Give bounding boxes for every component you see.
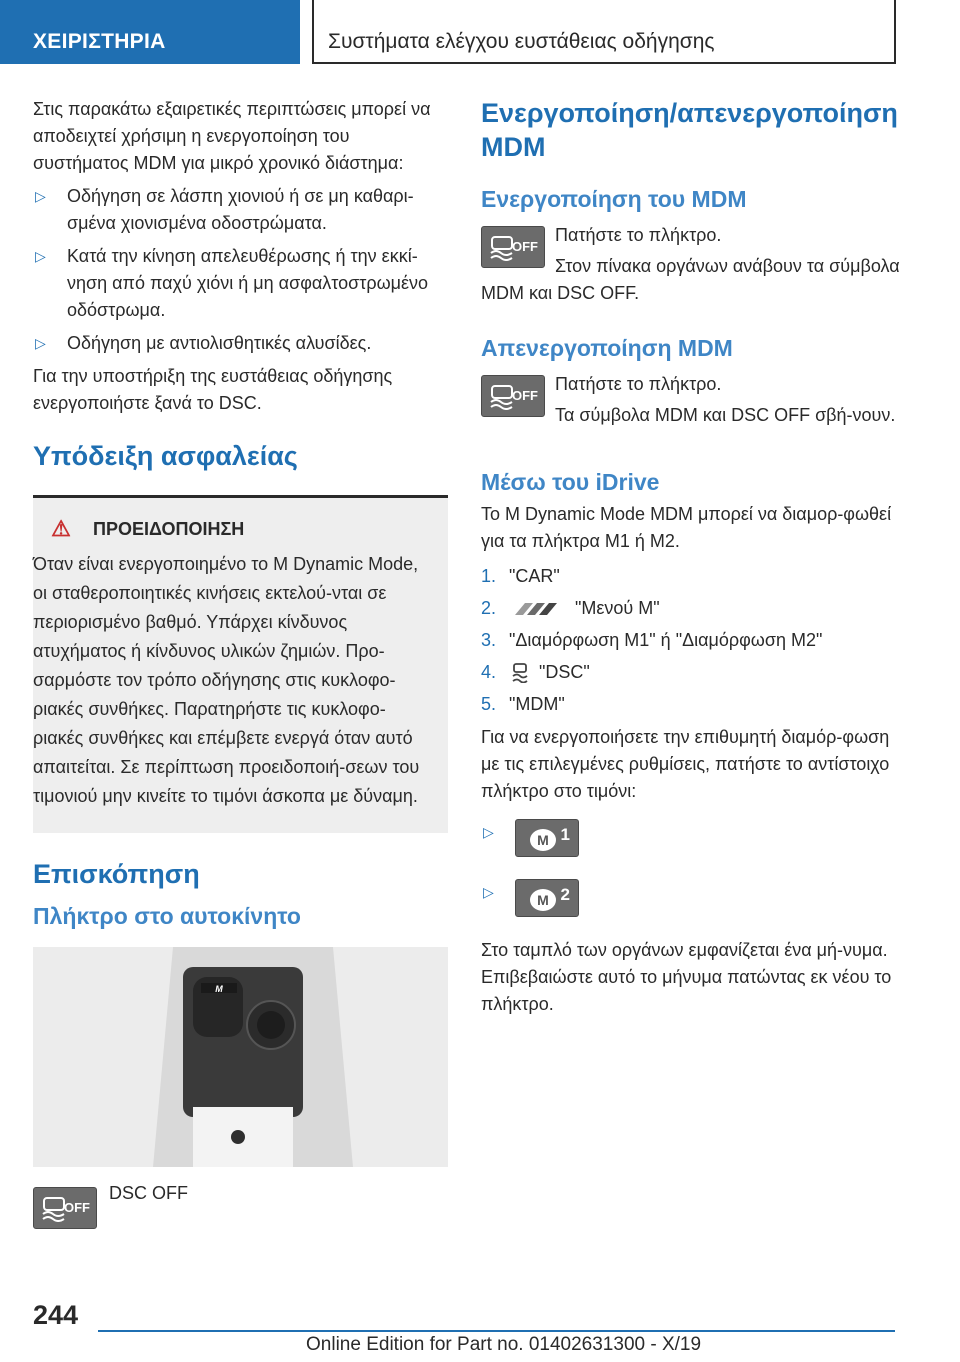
closing-paragraph: Στο ταμπλό των οργάνων εμφανίζεται ένα μή‐νυμα. Επιβεβαιώστε αυτό το μήνυμα πατώντας εκ νέου το πλήκτρο. [481,940,892,1014]
footer-divider [98,1330,895,1332]
dsc-off-button: OFF [481,226,545,268]
page-number: 244 [33,1300,79,1330]
overview-heading: Επισκόπηση [33,859,200,889]
deactivate-step1: Πατήστε το πλήκτρο. [555,374,722,394]
deactivate-heading: Απενεργοποίηση MDM [481,335,733,361]
triangle-bullet-icon: ▷ [35,188,46,204]
off-label: OFF [64,1200,90,1215]
triangle-bullet-icon: ▷ [35,335,46,351]
edition-text: Online Edition for Part no. 01402631300 - X/19 [306,1334,702,1355]
intro-paragraph: Στις παρακάτω εξαιρετικές περιπτώσεις μπορεί να αποδειχτεί χρήσιμη η ενεργοποίηση του συστήματος MDM για μικρό χρονικό διάστημα: [33,99,431,173]
dsc-car-icon [511,663,529,683]
bullet-item: ▷ Οδήγηση σε λάσπη χιονιού ή σε μη καθαρι‐σμένα χιονισμένα οδοστρώματα. [33,183,448,237]
support-paragraph: Για την υποστήριξη της ευστάθειας οδήγησης ενεργοποιήστε ξανά το DSC. [33,366,393,413]
activate-pref-paragraph: Για να ενεργοποιήσετε την επιθυμητή διαμόρ‐φωση με τις επιλεγμένες ρυθμίσεις, πατήστε το αντίστοιχο πλήκτρο στο τιμόνι: [481,727,890,801]
idrive-steps [481,563,901,718]
idrive-heading: Μέσω του iDrive [481,469,660,495]
triangle-bullet-icon: ▷ [483,824,494,840]
m-stripes-icon [511,602,565,616]
button-heading: Πλήκτρο στο αυτοκίνητο [33,903,301,929]
activate-step1: Πατήστε το πλήκτρο. [555,225,722,245]
safety-heading: Υπόδειξη ασφαλείας [33,441,298,471]
m2-button: M 2 [515,879,579,917]
warning-box [33,495,448,833]
list-item: 5. "MDM" [481,694,565,714]
m2-bullet [481,879,901,921]
m1-button: M 1 [515,819,579,857]
list-item: 4. "DSC" [481,662,590,682]
deactivate-step2: Τα σύμβολα MDM και DSC OFF σβή‐νουν. [555,405,896,425]
center-console-illustration [33,947,448,1167]
section-title: ΧΕΙΡΙΣΤΗΡΙΑ [33,30,166,53]
left-column [33,96,448,1229]
chapter-tab [312,0,896,64]
activate-step2: Στον πίνακα οργάνων ανάβουν τα σύμβολα MDM και DSC OFF. [481,256,900,303]
idrive-intro: Το M Dynamic Mode MDM μπορεί να διαμορ‐φωθεί για τα πλήκτρα M1 ή M2. [481,504,892,551]
activate-heading: Ενεργοποίηση του MDM [481,186,747,212]
dsc-off-button: OFF [481,375,545,417]
dsc-off-caption: DSC OFF [109,1183,188,1203]
m-logo: M [215,984,223,994]
list-item: 3. "Διαμόρφωση M1" ή "Διαμόρφωση M2" [481,630,823,650]
triangle-bullet-icon: ▷ [483,884,494,900]
triangle-bullet-icon: ▷ [35,248,46,264]
warning-text: Όταν είναι ενεργοποιημένο το M Dynamic Mode, οι σταθεροποιητικές κινήσεις εκτελού‐νται σε περιορισμένο βαθμό. Υπάρχει κίνδυνος ατυχήματος ή κίνδυνος υλικών ζημιών. Προ‐σαρμόστε τον τρόπο οδήγησης στις κυκλοφο‐ριακές συνθήκες. Παρατηρήστε τις κυκλοφο‐ριακές συνθήκες και επέμβετε ενεργά όταν αυτό απαιτείται. Σε περίπτωση προειδοποιή‐σεων του τιμονιού μην κινείτε το τιμόνι άσκοπα με δύναμη. [33,554,420,806]
m1-bullet [481,819,901,861]
activation-heading: Ενεργοποίηση/απενεργοποίηση MDM [481,98,898,162]
center-console-photo [33,947,448,1167]
warning-title-row [33,516,436,542]
right-column [481,96,901,1022]
chapter-title: Συστήματα ελέγχου ευστάθειας οδήγησης [328,30,715,53]
warning-title: ΠΡΟΕΙΔΟΠΟΙΗΣΗ [93,518,245,539]
dsc-off-row [33,1183,448,1229]
list-item: 2. "Μενού M" [481,598,660,618]
dsc-off-button [33,1187,97,1229]
section-tab [0,0,300,64]
bullet-item: ▷ Κατά την κίνηση απελευθέρωσης ή την εκκί‐νηση από παχύ χιόνι ή μη ασφαλτοστρωμένο οδόστρωμα. [33,243,448,324]
list-item: 1. "CAR" [481,566,560,586]
activate-block [481,222,901,307]
deactivate-block [481,371,901,441]
warning-triangle-icon: ⚠ [51,516,71,541]
bullet-item: ▷ Οδήγηση με αντιολισθητικές αλυσίδες. [33,330,448,357]
